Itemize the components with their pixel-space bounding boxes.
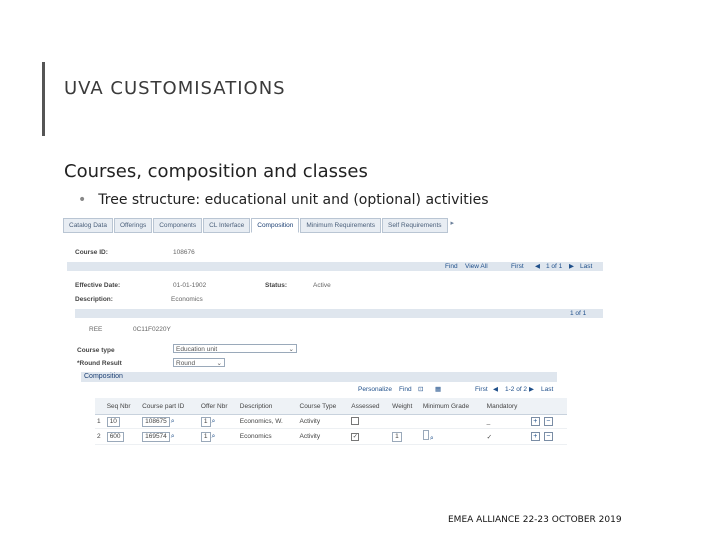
slide-footer: EMEA ALLIANCE 22-23 OCTOBER 2019 (448, 515, 622, 525)
course-type-value: Education unit (176, 346, 218, 353)
grid-last-link[interactable]: Last (541, 386, 554, 393)
min-grade-input[interactable] (423, 430, 429, 440)
lookup-magnifier-icon[interactable]: ⌕ (170, 432, 175, 440)
delete-row-icon[interactable]: − (544, 417, 553, 426)
inner-row-count: 1 of 1 (570, 310, 587, 317)
column-header-min-grade: Minimum Grade (421, 398, 485, 415)
tab-bar (63, 218, 533, 232)
course-type-label: Course type (77, 347, 115, 354)
composition-grid (95, 398, 567, 445)
grid-header-row (95, 398, 567, 415)
title-accent-bar (42, 62, 45, 136)
tab-offerings[interactable]: Offerings (114, 218, 152, 233)
composition-header: Composition (81, 372, 557, 382)
slide-subtitle: Courses, composition and classes (64, 161, 368, 182)
bullet-dot-icon: • (78, 192, 87, 208)
table-row (95, 415, 567, 429)
ree-value: 0C11F0220Y (133, 326, 171, 333)
lookup-magnifier-icon[interactable]: ⌕ (429, 435, 434, 442)
row-index: 1 (95, 415, 105, 429)
tab-minimum-requirements[interactable]: Minimum Requirements (300, 218, 381, 233)
grid-find-link[interactable]: Find (399, 386, 412, 393)
lookup-magnifier-icon[interactable]: ⌕ (211, 417, 216, 425)
dropdown-chevron-icon: ⌄ (288, 346, 294, 353)
tab-cl-interface[interactable]: CL Interface (203, 218, 250, 233)
tab-composition[interactable]: Composition (251, 218, 299, 233)
row-description: Economics, W. (238, 415, 298, 429)
grid-first-link[interactable]: First (475, 386, 488, 393)
tab-scroll-right-icon[interactable]: ▸ (450, 220, 455, 227)
row-count: 1 of 1 (546, 263, 563, 270)
tab-components[interactable]: Components (153, 218, 202, 233)
last-link[interactable]: Last (580, 263, 593, 270)
offer-input[interactable]: 1 (201, 417, 211, 427)
dropdown-chevron-icon: ⌄ (216, 360, 222, 367)
seq-input[interactable]: 10 (107, 417, 120, 427)
column-header-course-id: Course part ID (140, 398, 199, 415)
status-value: Active (313, 282, 331, 289)
course-id-input[interactable]: 108675 (142, 417, 170, 427)
add-row-icon[interactable]: + (531, 432, 540, 441)
grid-toolbar (95, 386, 567, 396)
next-arrow-icon[interactable]: ▶ (569, 263, 574, 270)
assessed-checkbox[interactable]: ✓ (352, 433, 358, 440)
effective-date-label: Effective Date: (75, 282, 121, 289)
weight-input[interactable]: 1 (392, 432, 402, 442)
row-index: 2 (95, 429, 105, 445)
column-header-assessed: Assessed (349, 398, 390, 415)
round-result-label: *Round Result (77, 360, 122, 367)
column-header-offer: Offer Nbr (199, 398, 238, 415)
bullet-text: Tree structure: educational unit and (optional) activities (98, 192, 489, 208)
bullet-item (78, 192, 489, 208)
row-course-type: Activity (298, 415, 350, 429)
round-result-select[interactable] (173, 358, 225, 367)
column-header-course-type: Course Type (298, 398, 350, 415)
effective-date-value: 01-01-1902 (173, 282, 207, 289)
description-value: Economics (171, 296, 203, 303)
row-weight[interactable] (390, 415, 421, 429)
view-all-icon[interactable]: ⊡ (418, 386, 424, 393)
find-link[interactable]: Find (445, 263, 458, 270)
lookup-magnifier-icon[interactable]: ⌕ (211, 432, 216, 440)
inner-header-bar (75, 309, 603, 318)
course-type-select[interactable] (173, 344, 297, 353)
row-min-grade[interactable] (421, 415, 485, 429)
row-mandatory[interactable]: ✓ (485, 429, 529, 445)
grid-previous-icon[interactable]: ◀ (493, 386, 498, 393)
course-id-value: 108676 (173, 249, 195, 256)
personalize-link[interactable]: Personalize (358, 386, 392, 393)
row-description: Economics (238, 429, 298, 445)
column-header-mandatory: Mandatory (485, 398, 529, 415)
row-course-type: Activity (298, 429, 350, 445)
description-label: Description: (75, 296, 113, 303)
delete-row-icon[interactable]: − (544, 432, 553, 441)
first-link[interactable]: First (511, 263, 524, 270)
previous-arrow-icon[interactable]: ◀ (535, 263, 540, 270)
row-mandatory[interactable]: _ (485, 415, 529, 429)
lookup-magnifier-icon[interactable]: ⌕ (170, 417, 175, 425)
download-spreadsheet-icon[interactable]: ▦ (435, 386, 442, 393)
round-result-value: Round (176, 360, 196, 367)
column-header-seq: Seq Nbr (105, 398, 140, 415)
status-label: Status: (265, 282, 288, 289)
slide-title: UVA CUSTOMISATIONS (64, 78, 286, 99)
seq-input[interactable]: 600 (107, 432, 124, 442)
offer-input[interactable]: 1 (201, 432, 211, 442)
column-header-weight: Weight (390, 398, 421, 415)
column-header-description: Description (238, 398, 298, 415)
course-id-input[interactable]: 169574 (142, 432, 170, 442)
ree-label: REE (89, 326, 103, 333)
column-header-index (95, 398, 105, 415)
course-id-label: Course ID: (75, 249, 108, 256)
view-all-link[interactable]: View All (465, 263, 488, 270)
assessed-checkbox[interactable] (351, 417, 359, 425)
table-row (95, 429, 567, 445)
tab-catalog-data[interactable]: Catalog Data (63, 218, 113, 233)
grid-next-icon[interactable]: ▶ (529, 386, 534, 393)
peoplesoft-screenshot (63, 218, 607, 474)
grid-row-count: 1-2 of 2 (505, 386, 528, 393)
tab-self-requirements[interactable]: Self Requirements (382, 218, 447, 233)
add-row-icon[interactable]: + (531, 417, 540, 426)
column-header-actions (529, 398, 567, 415)
